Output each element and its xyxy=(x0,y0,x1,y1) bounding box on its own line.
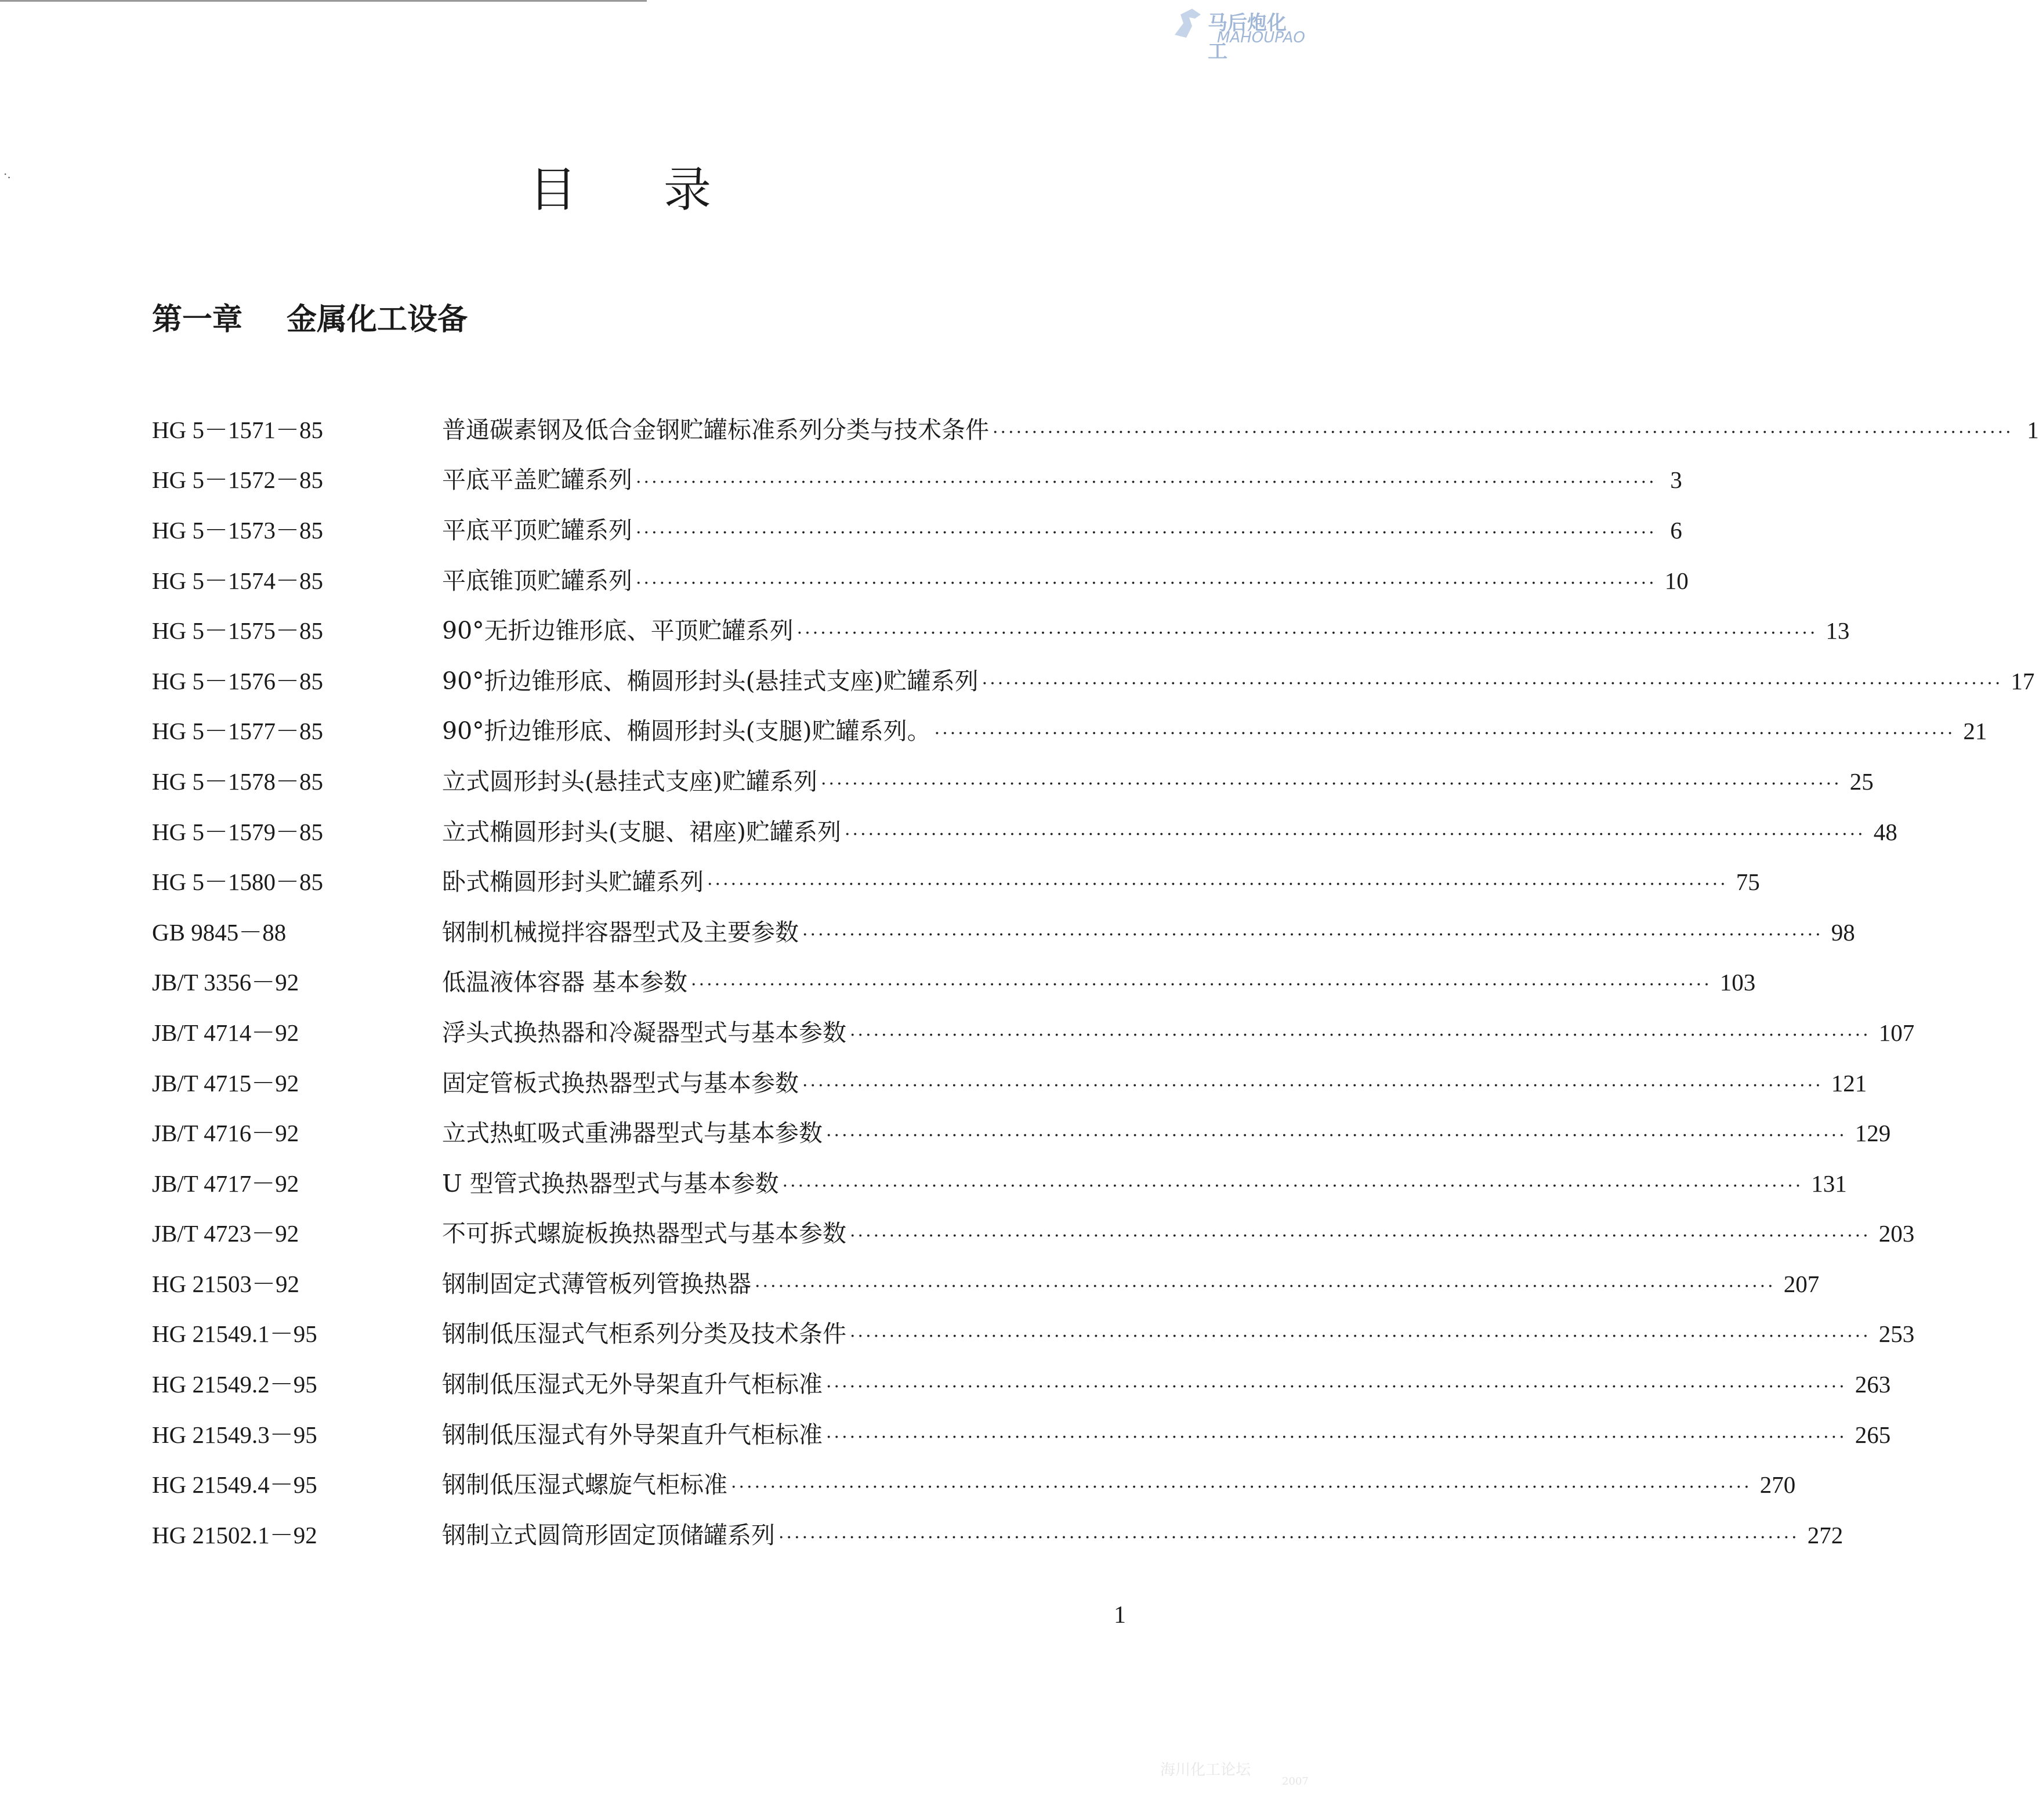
entry-title-line xyxy=(442,511,1682,545)
horse-icon xyxy=(1172,6,1207,41)
entry-title-line xyxy=(442,612,1849,646)
dot-leader xyxy=(731,1477,1752,1497)
dot-leader xyxy=(802,925,1823,945)
entry-page: 98 xyxy=(1831,918,1855,946)
standard-code: JB/T 4723－92 xyxy=(152,1220,299,1247)
entry-page: 3 xyxy=(1670,466,1682,494)
dot-leader xyxy=(826,1126,1847,1146)
dot-leader xyxy=(982,674,2003,694)
dot-leader xyxy=(778,1528,1799,1548)
entry-page: 25 xyxy=(1849,768,1874,795)
toc-entry[interactable] xyxy=(152,704,1987,755)
entry-title-line xyxy=(442,963,1755,997)
entry-title: 普通碳素钢及低合金钢贮罐标准系列分类与技术条件 xyxy=(442,415,989,444)
toc-entry[interactable] xyxy=(152,1307,1915,1358)
toc-entry[interactable] xyxy=(152,1056,1867,1106)
toc-entry[interactable] xyxy=(152,1005,1915,1056)
toc-entry[interactable] xyxy=(152,403,2039,453)
toc-entry[interactable] xyxy=(152,855,1760,905)
toc-list xyxy=(152,403,2039,1558)
watermark-logo-cn: 马后炮化工 xyxy=(1208,12,1287,63)
standard-code: HG 21503－92 xyxy=(152,1270,299,1297)
standard-code: HG 5－1579－85 xyxy=(152,818,323,845)
standard-code: HG 21502.1－92 xyxy=(152,1521,317,1548)
toc-entry[interactable] xyxy=(152,654,2035,704)
entry-title: 钢制固定式薄管板列管换热器 xyxy=(442,1269,751,1298)
standard-code: HG 5－1572－85 xyxy=(152,466,323,494)
toc-entry[interactable] xyxy=(152,754,1874,805)
entry-title-line xyxy=(442,461,1682,495)
entry-title-line xyxy=(442,762,1874,797)
entry-title-line xyxy=(442,1365,1890,1399)
entry-title: 钢制低压湿式气柜系列分类及技术条件 xyxy=(442,1320,846,1348)
entry-page: 253 xyxy=(1878,1320,1915,1348)
entry-title-line xyxy=(442,1416,1890,1450)
entry-title-line xyxy=(442,863,1760,897)
entry-title: 90°折边锥形底、椭圆形封头(支腿)贮罐系列。 xyxy=(442,717,931,746)
entry-title: 平底平盖贮罐系列 xyxy=(442,466,632,494)
entry-title-line xyxy=(442,562,1689,596)
entry-page: 265 xyxy=(1855,1421,1891,1448)
entry-page: 75 xyxy=(1736,869,1760,896)
entry-title-line xyxy=(442,1315,1914,1349)
watermark-logo xyxy=(1172,3,1305,63)
entry-page: 1 xyxy=(2027,416,2039,443)
standard-code: HG 5－1577－85 xyxy=(152,718,323,745)
dot-leader xyxy=(993,422,2013,443)
entry-page: 48 xyxy=(1873,818,1897,845)
entry-title: 固定管板式换热器型式与基本参数 xyxy=(442,1069,799,1097)
toc-entry[interactable] xyxy=(152,1457,1796,1508)
entry-title: U 型管式换热器型式与基本参数 xyxy=(442,1169,779,1197)
standard-code: JB/T 4716－92 xyxy=(152,1120,299,1147)
standard-code: JB/T 4714－92 xyxy=(152,1019,299,1046)
standard-code: HG 21549.3－95 xyxy=(152,1421,317,1448)
page-title xyxy=(529,152,798,220)
title-char: 目 xyxy=(529,162,664,218)
entry-page: 129 xyxy=(1855,1120,1891,1147)
entry-page: 121 xyxy=(1831,1069,1867,1097)
entry-page: 272 xyxy=(1807,1521,1844,1548)
chapter-heading xyxy=(152,295,468,338)
entry-title-line xyxy=(442,1516,1843,1550)
toc-entry[interactable] xyxy=(152,1508,1844,1558)
entry-page: 103 xyxy=(1719,969,1756,996)
entry-title-line xyxy=(442,411,2039,445)
entry-title-line xyxy=(442,913,1855,947)
entry-title: 立式椭圆形封头(支腿、裙座)贮罐系列 xyxy=(442,817,841,846)
standard-code: GB 9845－88 xyxy=(152,918,287,946)
entry-title: 钢制低压湿式螺旋气柜标准 xyxy=(442,1471,727,1499)
standard-code: JB/T 4715－92 xyxy=(152,1069,299,1097)
dot-leader xyxy=(691,975,1712,995)
standard-code: HG 5－1576－85 xyxy=(152,667,323,694)
entry-title: 立式热虹吸式重沸器型式与基本参数 xyxy=(442,1119,823,1148)
forum-watermark xyxy=(1160,1758,1309,1788)
standard-code: JB/T 3356－92 xyxy=(152,969,299,996)
entry-page: 6 xyxy=(1670,516,1682,544)
toc-entry[interactable] xyxy=(152,503,1682,553)
chapter-number: 第一章 xyxy=(152,302,243,337)
dot-leader xyxy=(845,824,1866,845)
entry-title: 90°无折边锥形底、平顶贮罐系列 xyxy=(442,617,794,645)
entry-title: 平底锥顶贮罐系列 xyxy=(442,566,632,595)
forum-watermark-name: 海川化工论坛 xyxy=(1160,1761,1251,1779)
scan-edge-line xyxy=(0,0,647,2)
entry-title: 钢制立式圆筒形固定顶储罐系列 xyxy=(442,1521,775,1549)
standard-code: HG 21549.1－95 xyxy=(152,1320,317,1348)
standard-code: HG 5－1573－85 xyxy=(152,516,323,544)
toc-entry[interactable] xyxy=(152,1407,1891,1458)
chapter-name: 金属化工设备 xyxy=(287,302,468,337)
standard-code: JB/T 4717－92 xyxy=(152,1170,299,1197)
dot-leader xyxy=(636,472,1657,493)
toc-entry[interactable] xyxy=(152,553,1689,604)
toc-entry[interactable] xyxy=(152,1106,1891,1156)
entry-title-line xyxy=(442,1014,1914,1048)
dot-leader xyxy=(802,1076,1823,1096)
page-number: 1 xyxy=(1114,1602,1126,1629)
entry-title: 不可拆式螺旋板换热器型式与基本参数 xyxy=(442,1220,846,1248)
dot-leader xyxy=(797,623,1818,643)
entry-page: 207 xyxy=(1783,1270,1820,1297)
standard-code: HG 5－1575－85 xyxy=(152,617,323,645)
entry-page: 13 xyxy=(1826,617,1850,645)
entry-title-line xyxy=(442,1214,1914,1249)
entry-title-line xyxy=(442,1466,1795,1500)
standard-code: HG 21549.2－95 xyxy=(152,1371,317,1398)
toc-entry[interactable] xyxy=(152,905,1855,956)
entry-title: 卧式椭圆形封头贮罐系列 xyxy=(442,868,704,896)
entry-page: 203 xyxy=(1878,1220,1915,1247)
title-char: 录 xyxy=(664,162,799,218)
entry-page: 21 xyxy=(1963,718,1987,745)
forum-watermark-year: 2007 xyxy=(1282,1775,1309,1788)
entry-title: 低温液体容器 基本参数 xyxy=(442,968,688,997)
entry-title: 平底平顶贮罐系列 xyxy=(442,516,632,544)
toc-entry[interactable] xyxy=(152,1257,1820,1307)
toc-entry[interactable] xyxy=(152,956,1756,1006)
entry-title-line xyxy=(442,1064,1867,1098)
dot-leader xyxy=(826,1427,1847,1448)
dot-leader xyxy=(935,723,1955,744)
toc-entry[interactable] xyxy=(152,453,1682,504)
entry-title-line xyxy=(442,1265,1819,1299)
toc-entry[interactable] xyxy=(152,1156,1847,1207)
entry-title-line xyxy=(442,1164,1847,1199)
entry-title: 90°折边锥形底、椭圆形封头(悬挂式支座)贮罐系列 xyxy=(442,667,979,695)
entry-title: 钢制低压湿式有外导架直升气柜标准 xyxy=(442,1420,823,1449)
toc-entry[interactable] xyxy=(152,1207,1915,1257)
entry-page: 270 xyxy=(1759,1471,1796,1499)
entry-title: 钢制低压湿式无外导架直升气柜标准 xyxy=(442,1370,823,1399)
dot-leader xyxy=(755,1276,1776,1297)
dot-leader xyxy=(850,1025,1871,1045)
standard-code: HG 21549.4－95 xyxy=(152,1471,317,1499)
entry-page: 10 xyxy=(1664,567,1689,594)
dot-leader xyxy=(707,874,1728,895)
standard-code: HG 5－1571－85 xyxy=(152,416,323,443)
scan-speck: ·. xyxy=(3,167,11,181)
toc-entry[interactable] xyxy=(152,805,1897,855)
entry-page: 107 xyxy=(1878,1019,1915,1046)
dot-leader xyxy=(850,1226,1871,1246)
watermark-logo-en: MAHOUPAO xyxy=(1217,29,1305,46)
dot-leader xyxy=(783,1176,1803,1196)
entry-title: 立式圆形封头(悬挂式支座)贮罐系列 xyxy=(442,767,817,795)
dot-leader xyxy=(826,1377,1847,1397)
dot-leader xyxy=(636,573,1657,594)
toc-entry[interactable] xyxy=(152,603,1850,654)
standard-code: HG 5－1574－85 xyxy=(152,567,323,594)
dot-leader xyxy=(850,1326,1871,1347)
toc-entry[interactable] xyxy=(152,1357,1891,1407)
entry-title: 浮头式换热器和冷凝器型式与基本参数 xyxy=(442,1018,846,1047)
dot-leader xyxy=(636,523,1657,543)
entry-title-line xyxy=(442,813,1897,847)
entry-title-line xyxy=(442,662,2034,696)
entry-page: 17 xyxy=(2011,667,2035,694)
standard-code: HG 5－1578－85 xyxy=(152,768,323,795)
entry-page: 263 xyxy=(1855,1371,1891,1398)
entry-title-line xyxy=(442,1114,1890,1148)
entry-title-line xyxy=(442,712,1987,746)
entry-page: 131 xyxy=(1811,1170,1847,1197)
standard-code: HG 5－1580－85 xyxy=(152,869,323,896)
dot-leader xyxy=(821,774,1842,794)
entry-title: 钢制机械搅拌容器型式及主要参数 xyxy=(442,918,799,946)
